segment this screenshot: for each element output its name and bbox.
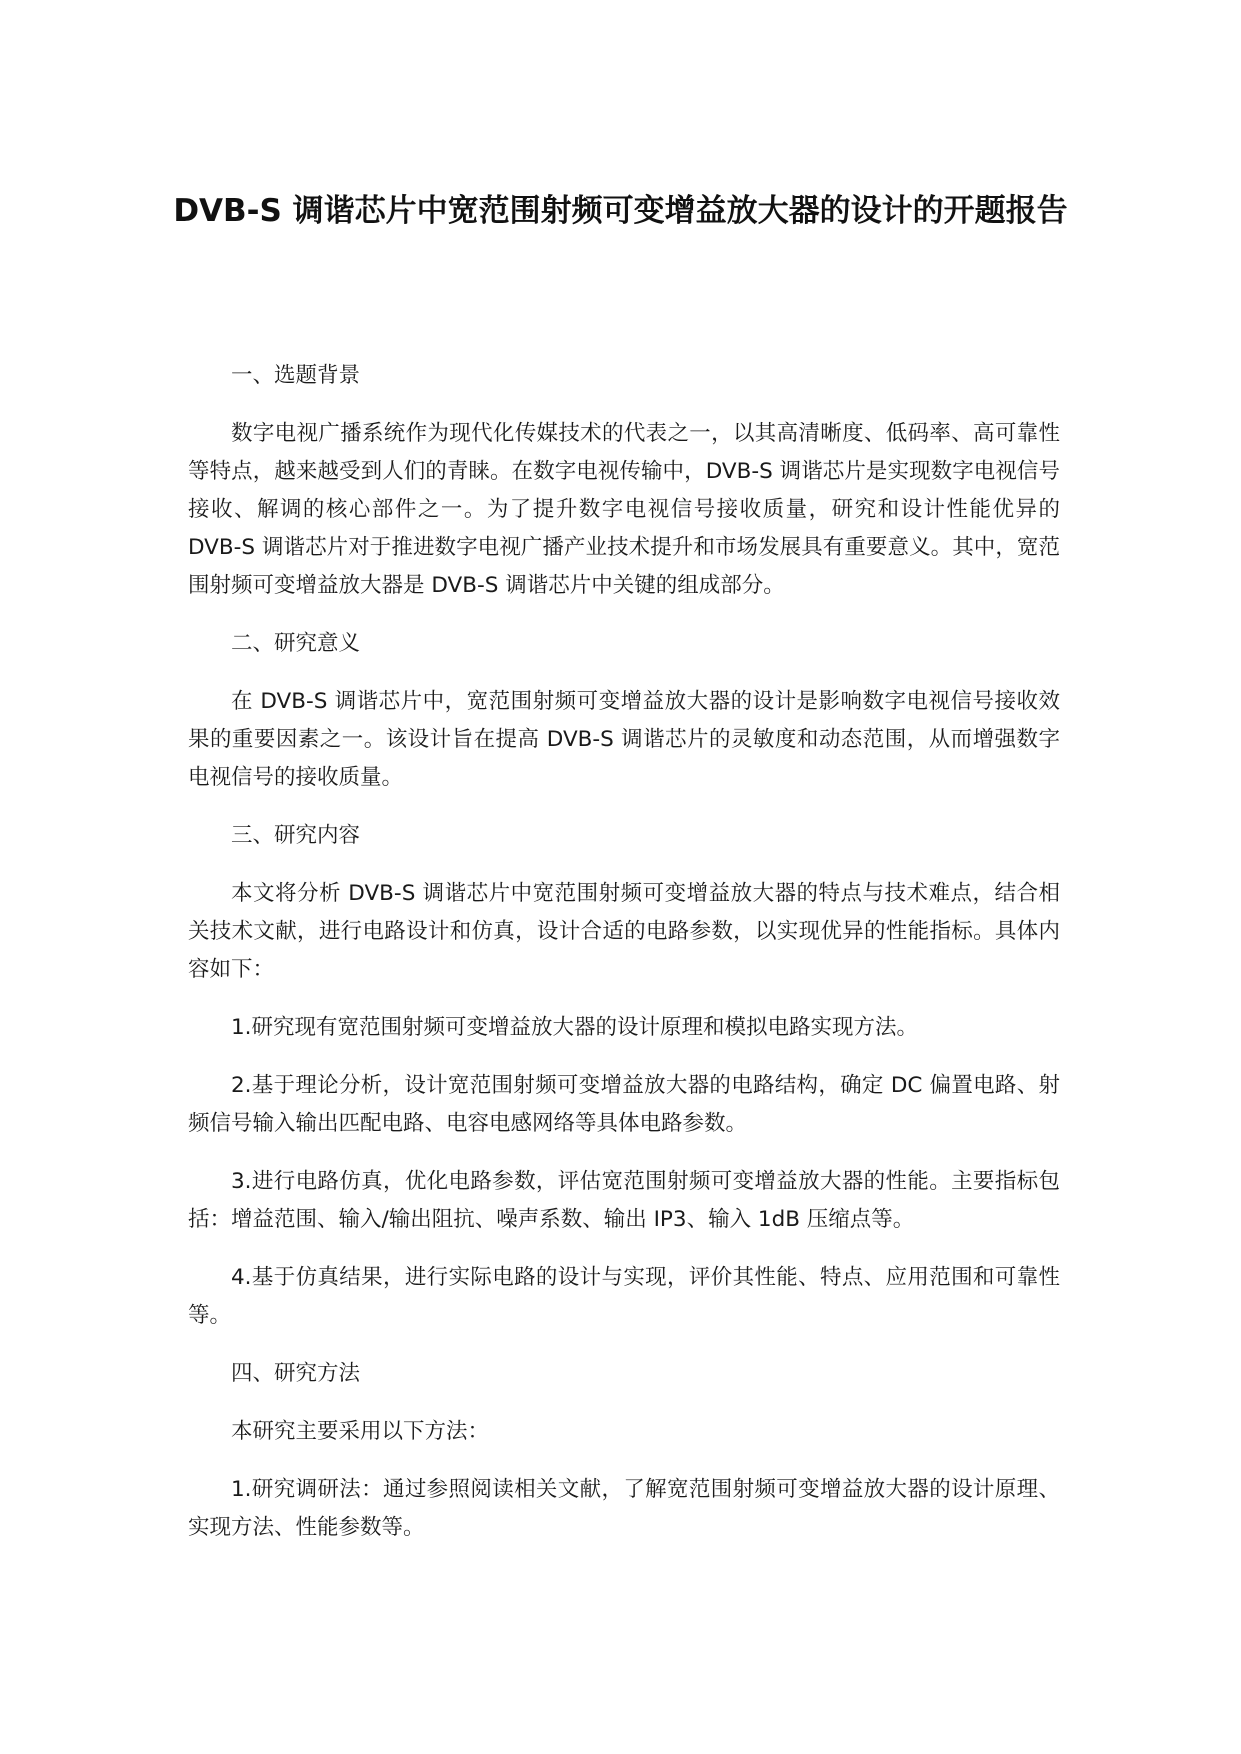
- document-body: [188, 357, 1060, 1567]
- paragraph-significance: 在 DVB-S 调谐芯片中，宽范围射频可变增益放大器的设计是影响数字电视信号接收效果的重要因素之一。该设计旨在提高 DVB-S 调谐芯片的灵敏度和动态范围，从而增强数字电视信号的接收质量。: [188, 689, 1060, 790]
- list-item-content: 2.基于理论分析，设计宽范围射频可变增益放大器的电路结构，确定 DC 偏置电路、射频信号输入输出匹配电路、电容电感网络等具体电路参数。: [188, 1073, 1060, 1136]
- section-heading-significance: 二、研究意义: [231, 631, 361, 656]
- paragraph-methods-intro: 本研究主要采用以下方法：: [231, 1419, 490, 1444]
- list-item-content: 1.研究现有宽范围射频可变增益放大器的设计原理和模拟电路实现方法。: [231, 1015, 919, 1040]
- list-item-methods: 1.研究调研法：通过参照阅读相关文献，了解宽范围射频可变增益放大器的设计原理、实现方法、性能参数等。: [188, 1477, 1060, 1540]
- document-title: DVB-S 调谐芯片中宽范围射频可变增益放大器的设计的开题报告: [173, 193, 1068, 229]
- section-heading-methods: 四、研究方法: [231, 1361, 361, 1386]
- list-item-content: 4.基于仿真结果，进行实际电路的设计与实现，评价其性能、特点、应用范围和可靠性等。: [188, 1265, 1060, 1328]
- paragraph-background: 数字电视广播系统作为现代化传媒技术的代表之一，以其高清晰度、低码率、高可靠性等特点，越来越受到人们的青睐。在数字电视传输中，DVB-S 调谐芯片是实现数字电视信号接收、解调的核心部件之一。为了提升数字电视信号接收质量，研究和设计性能优异的 DVB-S 调谐芯片对于推进数字电视广播产业技术提升和市场发展具有重要意义。其中，宽范围射频可变增益放大器是 DVB-S 调谐芯片中关键的组成部分。: [188, 421, 1060, 598]
- list-item-content: 3.进行电路仿真，优化电路参数，评估宽范围射频可变增益放大器的性能。主要指标包括：增益范围、输入/输出阻抗、噪声系数、输出 IP3、输入 1dB 压缩点等。: [188, 1169, 1060, 1232]
- section-heading-content: 三、研究内容: [231, 823, 361, 848]
- section-heading-background: 一、选题背景: [231, 363, 361, 388]
- paragraph-content-intro: 本文将分析 DVB-S 调谐芯片中宽范围射频可变增益放大器的特点与技术难点，结合相关技术文献，进行电路设计和仿真，设计合适的电路参数，以实现优异的性能指标。具体内容如下：: [188, 881, 1060, 982]
